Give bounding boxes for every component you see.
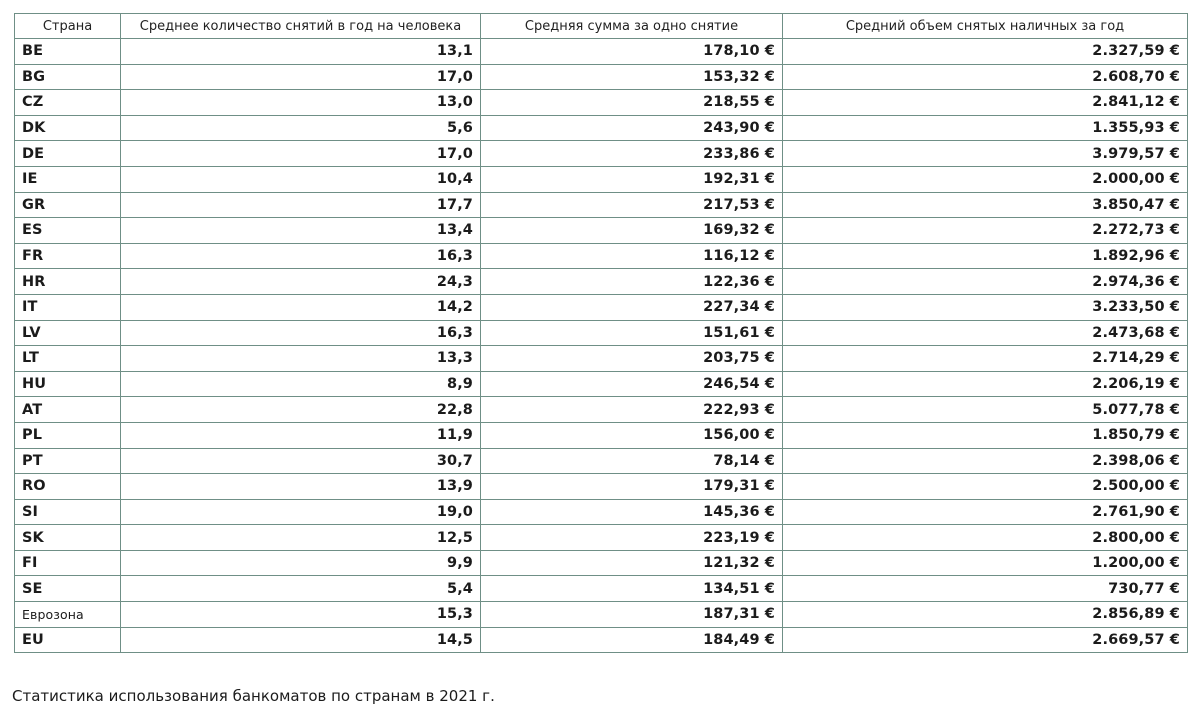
cell-avg-withdrawals: 19,0 — [121, 499, 481, 525]
table-row — [15, 550, 1188, 576]
cell-avg-withdrawals: 13,4 — [121, 218, 481, 244]
cell-avg-amount: 121,32 € — [481, 550, 783, 576]
cell-avg-withdrawals: 11,9 — [121, 422, 481, 448]
cell-country: ES — [15, 218, 121, 244]
cell-avg-amount: 203,75 € — [481, 346, 783, 372]
cell-avg-amount: 192,31 € — [481, 166, 783, 192]
cell-avg-withdrawals: 15,3 — [121, 602, 481, 628]
header-row — [15, 14, 1188, 39]
cell-avg-volume: 2.669,57 € — [783, 627, 1188, 653]
cell-avg-volume: 2.500,00 € — [783, 474, 1188, 500]
header-avg-withdrawals: Среднее количество снятий в год на человека — [121, 14, 481, 39]
cell-avg-volume: 2.761,90 € — [783, 499, 1188, 525]
cell-country: HU — [15, 371, 121, 397]
cell-avg-withdrawals: 17,0 — [121, 141, 481, 167]
table-row — [15, 64, 1188, 90]
cell-avg-volume: 2.800,00 € — [783, 525, 1188, 551]
cell-country: CZ — [15, 90, 121, 116]
atm-stats-table-container — [14, 13, 1187, 653]
cell-avg-volume: 3.979,57 € — [783, 141, 1188, 167]
table-row — [15, 294, 1188, 320]
table-row — [15, 499, 1188, 525]
cell-avg-amount: 246,54 € — [481, 371, 783, 397]
cell-avg-amount: 156,00 € — [481, 422, 783, 448]
cell-avg-withdrawals: 8,9 — [121, 371, 481, 397]
cell-country: FI — [15, 550, 121, 576]
cell-country: GR — [15, 192, 121, 218]
cell-country: BG — [15, 64, 121, 90]
cell-avg-amount: 179,31 € — [481, 474, 783, 500]
cell-avg-volume: 1.892,96 € — [783, 243, 1188, 269]
table-row — [15, 39, 1188, 65]
cell-country: SK — [15, 525, 121, 551]
cell-avg-volume: 1.355,93 € — [783, 115, 1188, 141]
cell-avg-withdrawals: 24,3 — [121, 269, 481, 295]
cell-avg-withdrawals: 14,2 — [121, 294, 481, 320]
cell-avg-withdrawals: 22,8 — [121, 397, 481, 423]
cell-avg-amount: 184,49 € — [481, 627, 783, 653]
cell-country: IE — [15, 166, 121, 192]
table-row — [15, 525, 1188, 551]
cell-avg-withdrawals: 17,0 — [121, 64, 481, 90]
table-row — [15, 371, 1188, 397]
cell-avg-withdrawals: 10,4 — [121, 166, 481, 192]
cell-country: RO — [15, 474, 121, 500]
cell-avg-amount: 233,86 € — [481, 141, 783, 167]
cell-avg-withdrawals: 13,1 — [121, 39, 481, 65]
cell-avg-withdrawals: 16,3 — [121, 243, 481, 269]
cell-country: LV — [15, 320, 121, 346]
cell-avg-amount: 178,10 € — [481, 39, 783, 65]
table-row — [15, 141, 1188, 167]
cell-country: LT — [15, 346, 121, 372]
table-row — [15, 576, 1188, 602]
table-row — [15, 192, 1188, 218]
cell-country: PT — [15, 448, 121, 474]
cell-avg-volume: 2.856,89 € — [783, 602, 1188, 628]
table-row — [15, 627, 1188, 653]
table-row — [15, 422, 1188, 448]
cell-avg-amount: 243,90 € — [481, 115, 783, 141]
cell-avg-volume: 2.272,73 € — [783, 218, 1188, 244]
cell-avg-withdrawals: 17,7 — [121, 192, 481, 218]
cell-country: SI — [15, 499, 121, 525]
cell-avg-volume: 1.200,00 € — [783, 550, 1188, 576]
cell-avg-withdrawals: 14,5 — [121, 627, 481, 653]
cell-country: BE — [15, 39, 121, 65]
table-caption: Статистика использования банкоматов по странам в 2021 г. — [12, 687, 495, 705]
cell-country: AT — [15, 397, 121, 423]
cell-country: HR — [15, 269, 121, 295]
cell-avg-amount: 227,34 € — [481, 294, 783, 320]
cell-avg-withdrawals: 30,7 — [121, 448, 481, 474]
table-row — [15, 346, 1188, 372]
header-avg-volume: Средний объем снятых наличных за год — [783, 14, 1188, 39]
cell-avg-withdrawals: 13,3 — [121, 346, 481, 372]
cell-avg-amount: 222,93 € — [481, 397, 783, 423]
cell-avg-volume: 2.841,12 € — [783, 90, 1188, 116]
cell-country: DE — [15, 141, 121, 167]
table-row — [15, 243, 1188, 269]
header-avg-amount: Средняя сумма за одно снятие — [481, 14, 783, 39]
cell-avg-withdrawals: 5,6 — [121, 115, 481, 141]
cell-country: PL — [15, 422, 121, 448]
cell-avg-amount: 134,51 € — [481, 576, 783, 602]
table-row — [15, 474, 1188, 500]
cell-avg-volume: 3.850,47 € — [783, 192, 1188, 218]
cell-country: DK — [15, 115, 121, 141]
table-body — [15, 39, 1188, 653]
table-row — [15, 397, 1188, 423]
cell-avg-amount: 78,14 € — [481, 448, 783, 474]
cell-avg-amount: 217,53 € — [481, 192, 783, 218]
cell-avg-volume: 2.398,06 € — [783, 448, 1188, 474]
table-row — [15, 269, 1188, 295]
cell-avg-amount: 218,55 € — [481, 90, 783, 116]
cell-country: IT — [15, 294, 121, 320]
header-country: Страна — [15, 14, 121, 39]
cell-avg-volume: 730,77 € — [783, 576, 1188, 602]
cell-avg-volume: 2.473,68 € — [783, 320, 1188, 346]
cell-avg-withdrawals: 13,0 — [121, 90, 481, 116]
cell-country: SE — [15, 576, 121, 602]
cell-avg-volume: 2.608,70 € — [783, 64, 1188, 90]
cell-avg-amount: 122,36 € — [481, 269, 783, 295]
cell-avg-volume: 2.206,19 € — [783, 371, 1188, 397]
table-row — [15, 90, 1188, 116]
cell-avg-amount: 169,32 € — [481, 218, 783, 244]
cell-avg-volume: 3.233,50 € — [783, 294, 1188, 320]
cell-country: FR — [15, 243, 121, 269]
table-row — [15, 448, 1188, 474]
cell-country: Еврозона — [15, 602, 121, 628]
cell-avg-volume: 5.077,78 € — [783, 397, 1188, 423]
cell-avg-amount: 145,36 € — [481, 499, 783, 525]
cell-avg-volume: 2.714,29 € — [783, 346, 1188, 372]
cell-avg-withdrawals: 13,9 — [121, 474, 481, 500]
cell-avg-volume: 2.000,00 € — [783, 166, 1188, 192]
table-row — [15, 602, 1188, 628]
cell-avg-withdrawals: 16,3 — [121, 320, 481, 346]
cell-avg-amount: 223,19 € — [481, 525, 783, 551]
cell-avg-amount: 151,61 € — [481, 320, 783, 346]
cell-avg-volume: 1.850,79 € — [783, 422, 1188, 448]
cell-avg-amount: 153,32 € — [481, 64, 783, 90]
cell-avg-volume: 2.974,36 € — [783, 269, 1188, 295]
cell-avg-withdrawals: 5,4 — [121, 576, 481, 602]
table-row — [15, 218, 1188, 244]
atm-stats-table — [14, 13, 1188, 653]
cell-avg-withdrawals: 9,9 — [121, 550, 481, 576]
table-row — [15, 115, 1188, 141]
cell-country: EU — [15, 627, 121, 653]
cell-avg-amount: 187,31 € — [481, 602, 783, 628]
cell-avg-withdrawals: 12,5 — [121, 525, 481, 551]
table-row — [15, 166, 1188, 192]
cell-avg-volume: 2.327,59 € — [783, 39, 1188, 65]
table-row — [15, 320, 1188, 346]
cell-avg-amount: 116,12 € — [481, 243, 783, 269]
